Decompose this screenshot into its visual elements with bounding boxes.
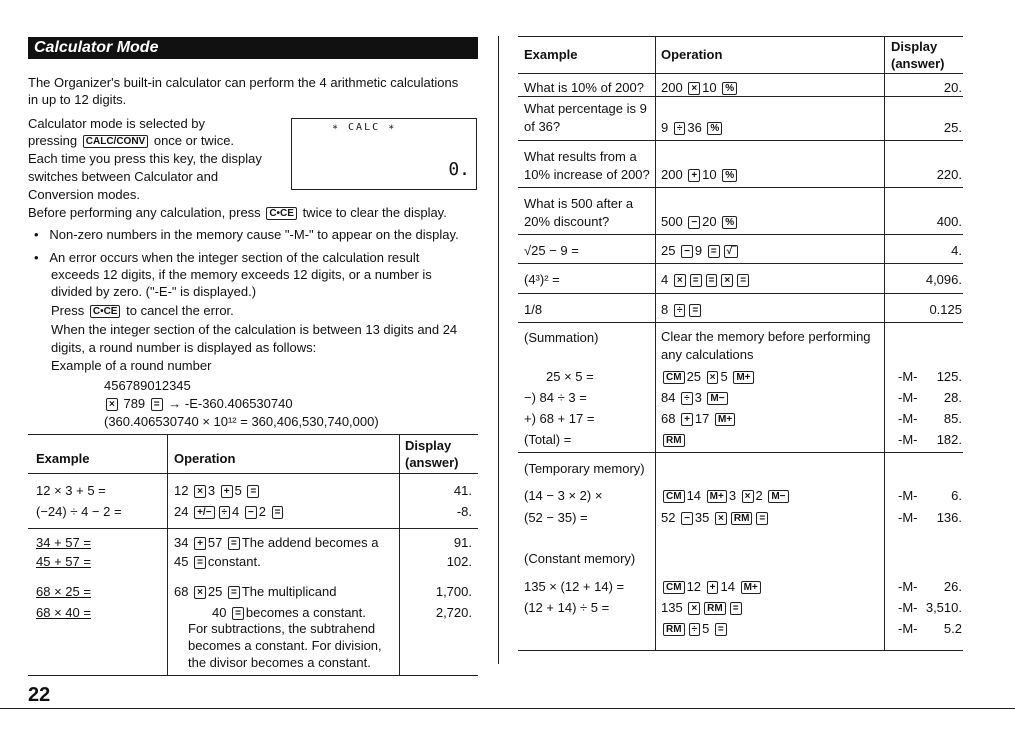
row-rule <box>518 96 963 97</box>
col-header-display: Display <box>405 438 452 453</box>
section-label: (Summation) <box>524 330 599 345</box>
operation-keys <box>661 599 744 617</box>
table-col-divider-1 <box>167 434 168 675</box>
display-answer: 20. <box>943 80 962 95</box>
display-answer: 102. <box>446 554 472 569</box>
calc-key: × <box>721 274 733 287</box>
calc-key: = <box>715 623 727 636</box>
calc-key: = <box>272 506 284 519</box>
calc-key: = <box>232 607 244 620</box>
op-text: 84 <box>661 390 680 405</box>
calc-key: % <box>722 82 737 95</box>
display-answer: 0.125 <box>929 302 962 317</box>
calc-key: − <box>688 216 700 229</box>
calc-key: CM <box>663 371 685 384</box>
row-rule <box>518 322 963 323</box>
calc-key: % <box>722 169 737 182</box>
right-col-header-operation: Operation <box>661 47 723 62</box>
calc-key: ÷ <box>674 122 686 135</box>
op-text: 25 <box>207 584 226 599</box>
display-answer: 220. <box>936 167 962 182</box>
op-text: 4 <box>232 504 243 519</box>
calculator-display-illustration <box>291 118 477 190</box>
op-text: 20 <box>702 214 721 229</box>
mode-line-1: Calculator mode is selected by <box>28 116 206 131</box>
operation-keys <box>661 166 739 184</box>
memory-indicator: -M- <box>898 600 918 615</box>
note-text: Clear the memory before performing <box>661 329 871 344</box>
op-text: 3 <box>694 390 706 405</box>
op-text: 34 <box>174 535 193 550</box>
mode-line-2: pressing CALC/CONV once or twice. <box>28 133 235 148</box>
display-answer: 85. <box>943 411 962 426</box>
right-col-header-display: Display <box>891 39 938 54</box>
op-text: 3 <box>728 488 740 503</box>
example-expression: 135 × (12 + 14) = <box>524 579 625 594</box>
op-text: 24 <box>174 504 193 519</box>
operation-keys <box>661 79 739 97</box>
calc-key: ÷ <box>219 506 231 519</box>
row-rule <box>518 234 963 235</box>
op-text: constant. <box>207 554 261 569</box>
calc-key: RM <box>704 602 726 615</box>
op-text: 500 <box>661 214 687 229</box>
op-text: 68 <box>661 411 680 426</box>
row-rule <box>518 650 963 651</box>
mode-line-3: Each time you press this key, the display <box>28 151 262 166</box>
row-rule <box>518 452 963 453</box>
example-expression: What is 10% of 200? <box>524 80 644 95</box>
col-header-operation: Operation <box>174 451 236 466</box>
calc-key: CM <box>663 490 685 503</box>
op-text: 5 <box>234 483 246 498</box>
op-text: 5 <box>720 369 732 384</box>
display-answer: 5.2 <box>943 621 962 636</box>
note-text: any calculations <box>661 347 754 362</box>
bullet-1: • Non-zero numbers in the memory cause "-M-" to appear on the display. <box>34 227 459 242</box>
calc-key: × <box>707 371 719 384</box>
op-text: 68 <box>174 584 193 599</box>
intro-line-1: The Organizer's built-in calculator can perform the 4 arithmetic calculations <box>28 75 459 90</box>
calc-key: CM <box>663 581 685 594</box>
example-expression: 12 × 3 + 5 = <box>36 483 106 498</box>
calc-key: ÷ <box>689 623 701 636</box>
op-text: The addend becomes a <box>241 535 379 550</box>
example-expression: (−24) ÷ 4 − 2 = <box>36 504 122 519</box>
round-example-line-3: (360.406530740 × 10¹² = 360,406,530,740,000) <box>104 414 379 429</box>
display-mode-text: ∗ CALC ∗ <box>332 122 397 133</box>
calc-key: M+ <box>707 490 727 503</box>
row-rule <box>518 187 963 188</box>
row-rule <box>518 263 963 264</box>
example-expression: (Total) = <box>524 432 572 447</box>
memory-indicator: -M- <box>898 621 918 636</box>
calc-key: + <box>681 413 693 426</box>
op-text: 36 <box>687 120 706 135</box>
display-answer: -8. <box>456 504 472 519</box>
page-bottom-edge <box>0 708 1015 709</box>
calc-key: = <box>706 274 718 287</box>
example-expression: of 36? <box>524 119 561 134</box>
calc-key: − <box>245 506 257 519</box>
mode-line-5: Conversion modes. <box>28 187 140 202</box>
calc-key: = <box>228 537 240 550</box>
calc-key: +/− <box>194 506 214 519</box>
calc-key: × <box>715 512 727 525</box>
op-text: 40 <box>212 605 231 620</box>
operation-keys <box>174 503 285 521</box>
memory-indicator: -M- <box>898 579 918 594</box>
op-text: 25 <box>686 369 705 384</box>
memory-indicator: -M- <box>898 411 918 426</box>
example-expression: 68 × 25 = <box>36 584 91 599</box>
when-line-1: When the integer section of the calculation is between 13 digits and 24 <box>51 322 458 337</box>
section-title: Calculator Mode <box>34 39 159 56</box>
page-number: 22 <box>28 684 51 706</box>
round-example-line-2: × 789 = → -E-360.406530740 <box>104 395 293 413</box>
op-text: 10 <box>702 167 721 182</box>
op-text: 35 <box>694 510 713 525</box>
operation-keys <box>661 487 791 505</box>
note-line-3: the divisor becomes a constant. <box>188 655 371 670</box>
op-text: 200 <box>661 80 687 95</box>
op-text: 8 <box>661 302 672 317</box>
op-text: 10 <box>702 80 721 95</box>
col-header-example: Example <box>36 451 90 466</box>
row-rule <box>518 293 963 294</box>
op-text: 14 <box>686 488 705 503</box>
op-text: 9 <box>661 120 672 135</box>
calc-key: % <box>722 216 737 229</box>
op-text: 3 <box>207 483 219 498</box>
operation-keys <box>661 389 730 407</box>
display-answer: 26. <box>943 579 962 594</box>
calc-key: × <box>674 274 686 287</box>
display-answer: 91. <box>453 535 472 550</box>
example-expression: What is 500 after a <box>524 196 634 211</box>
table-header-rule <box>28 473 478 474</box>
display-answer: 2,720. <box>435 605 472 620</box>
operation-keys <box>661 119 724 137</box>
op-text: 9 <box>694 243 706 258</box>
display-answer: 400. <box>936 214 962 229</box>
op-text: 12 <box>174 483 193 498</box>
section-label: (Constant memory) <box>524 551 636 566</box>
note-line-2: becomes a constant. For division, <box>188 638 382 653</box>
calc-key: M+ <box>715 413 735 426</box>
calc-key: = <box>194 556 206 569</box>
display-answer: 4. <box>951 243 962 258</box>
calc-key: × <box>194 485 206 498</box>
calc-key: = <box>708 245 720 258</box>
calc-key: = <box>756 512 768 525</box>
calc-key: M+ <box>733 371 753 384</box>
example-expression: 25 × 5 = <box>546 369 594 384</box>
display-answer: 1,700. <box>435 584 472 599</box>
calc-key: = <box>690 274 702 287</box>
display-answer: 25. <box>943 120 962 135</box>
calc-key: M− <box>768 490 788 503</box>
operation-keys <box>661 213 739 231</box>
when-line-2: digits, a round number is displayed as follows: <box>51 340 317 355</box>
calc-key: √‾ <box>724 245 739 258</box>
calc-key: + <box>194 537 206 550</box>
calc-key: ÷ <box>681 392 693 405</box>
calc-key: × <box>688 602 700 615</box>
example-expression: What results from a <box>524 149 637 164</box>
calc-key: − <box>681 245 693 258</box>
example-expression: 1/8 <box>524 302 543 317</box>
section-label: (Temporary memory) <box>524 461 645 476</box>
calc-key: = <box>228 586 240 599</box>
right-table-top-rule <box>518 36 963 37</box>
op-text: 200 <box>661 167 687 182</box>
calc-key: + <box>707 581 719 594</box>
example-expression: 34 + 57 = <box>36 535 91 550</box>
display-answer: 6. <box>951 488 962 503</box>
display-answer: 3,510. <box>925 600 962 615</box>
calc-key: + <box>221 485 233 498</box>
op-text: 5 <box>702 621 713 636</box>
example-expression: (14 − 3 × 2) × <box>524 488 603 503</box>
calc-key: + <box>688 169 700 182</box>
op-text: 52 <box>661 510 680 525</box>
row-rule <box>518 73 963 74</box>
op-text: 12 <box>686 579 705 594</box>
right-col-header-answer: (answer) <box>891 56 945 71</box>
calc-key: RM <box>663 434 685 447</box>
multiply-key: × <box>106 398 118 411</box>
right-col-header-example: Example <box>524 47 578 62</box>
memory-indicator: -M- <box>898 488 918 503</box>
clear-key: C•CE <box>90 305 121 318</box>
display-answer: 136. <box>936 510 962 525</box>
before-calc-line: Before performing any calculation, press C•CE twice to clear the display. <box>28 205 447 220</box>
equals-key: = <box>151 398 163 411</box>
memory-indicator: -M- <box>898 432 918 447</box>
example-expression: 10% increase of 200? <box>524 167 650 182</box>
calc-key: ÷ <box>674 304 686 317</box>
operation-keys <box>174 553 261 571</box>
op-text: 25 <box>661 243 680 258</box>
calc-key: M− <box>707 392 727 405</box>
op-text: 45 <box>174 554 193 569</box>
operation-keys <box>661 271 751 289</box>
table-row-rule <box>28 528 478 529</box>
clear-key: C•CE <box>266 207 297 220</box>
example-expression: −) 84 ÷ 3 = <box>524 390 587 405</box>
table-top-rule <box>28 434 478 435</box>
memory-indicator: -M- <box>898 510 918 525</box>
op-text: 14 <box>720 579 739 594</box>
calc-conv-key: CALC/CONV <box>83 135 148 148</box>
op-text: 17 <box>694 411 713 426</box>
example-expression: √25 − 9 = <box>524 243 579 258</box>
when-line-3: Example of a round number <box>51 358 212 373</box>
right-col-divider-1 <box>655 36 656 650</box>
display-answer: 28. <box>943 390 962 405</box>
operation-keys <box>661 301 703 319</box>
example-expression: (52 − 35) = <box>524 510 588 525</box>
row-rule <box>518 140 963 141</box>
example-expression: +) 68 + 17 = <box>524 411 595 426</box>
display-answer: 41. <box>453 483 472 498</box>
calc-key: M+ <box>741 581 761 594</box>
operation-keys <box>174 583 337 601</box>
calc-key: = <box>689 304 701 317</box>
memory-indicator: -M- <box>898 390 918 405</box>
operation-keys <box>661 410 737 428</box>
op-text: becomes a constant. <box>245 605 366 620</box>
operation-keys <box>661 509 770 527</box>
operation-keys <box>661 578 763 596</box>
operation-keys <box>661 242 740 260</box>
calc-key: − <box>681 512 693 525</box>
display-value: 0. <box>448 159 470 180</box>
memory-indicator: -M- <box>898 369 918 384</box>
calc-key: RM <box>731 512 753 525</box>
calc-key: = <box>247 485 259 498</box>
op-text: The multiplicand <box>241 584 337 599</box>
example-expression: 20% discount? <box>524 214 610 229</box>
op-text: 135 <box>661 600 687 615</box>
press-cancel-line: Press C•CE to cancel the error. <box>51 303 234 318</box>
bullet-2-line-1: • An error occurs when the integer section of the calculation result <box>34 250 420 265</box>
op-text: 57 <box>207 535 226 550</box>
calc-key: % <box>707 122 722 135</box>
operation-keys <box>661 431 687 449</box>
mode-line-4: switches between Calculator and <box>28 169 219 184</box>
bullet-2-line-2: exceeds 12 digits, if the memory exceeds 12 digits, or a number is <box>51 267 432 282</box>
example-expression: 45 + 57 = <box>36 554 91 569</box>
example-expression: (12 + 14) ÷ 5 = <box>524 600 610 615</box>
column-separator <box>498 36 499 664</box>
round-example-line-1: 456789012345 <box>104 378 191 393</box>
calc-key: × <box>688 82 700 95</box>
operation-keys <box>661 620 729 638</box>
operation-keys <box>174 534 378 552</box>
display-answer: 4,096. <box>925 272 962 287</box>
op-text: 4 <box>661 272 672 287</box>
op-text: 2 <box>258 504 270 519</box>
right-col-divider-2 <box>884 36 885 650</box>
op-text: 2 <box>755 488 767 503</box>
calc-key: = <box>730 602 742 615</box>
operation-keys <box>174 482 261 500</box>
calc-key: RM <box>663 623 685 636</box>
col-header-answer: (answer) <box>405 455 459 470</box>
bullet-2-line-3: divided by zero. ("-E-" is displayed.) <box>51 284 257 299</box>
calc-key: × <box>742 490 754 503</box>
display-answer: 182. <box>936 432 962 447</box>
example-expression: What percentage is 9 <box>524 101 647 116</box>
intro-line-2: in up to 12 digits. <box>28 92 127 107</box>
table-bottom-rule <box>28 675 478 676</box>
operation-keys <box>661 368 756 386</box>
section-title-bar <box>28 37 478 59</box>
calc-key: × <box>194 586 206 599</box>
example-expression: 68 × 40 = <box>36 605 91 620</box>
example-expression: (4³)² = <box>524 272 560 287</box>
note-line-1: For subtractions, the subtrahend <box>188 621 376 636</box>
calc-key: = <box>737 274 749 287</box>
display-answer: 125. <box>936 369 962 384</box>
